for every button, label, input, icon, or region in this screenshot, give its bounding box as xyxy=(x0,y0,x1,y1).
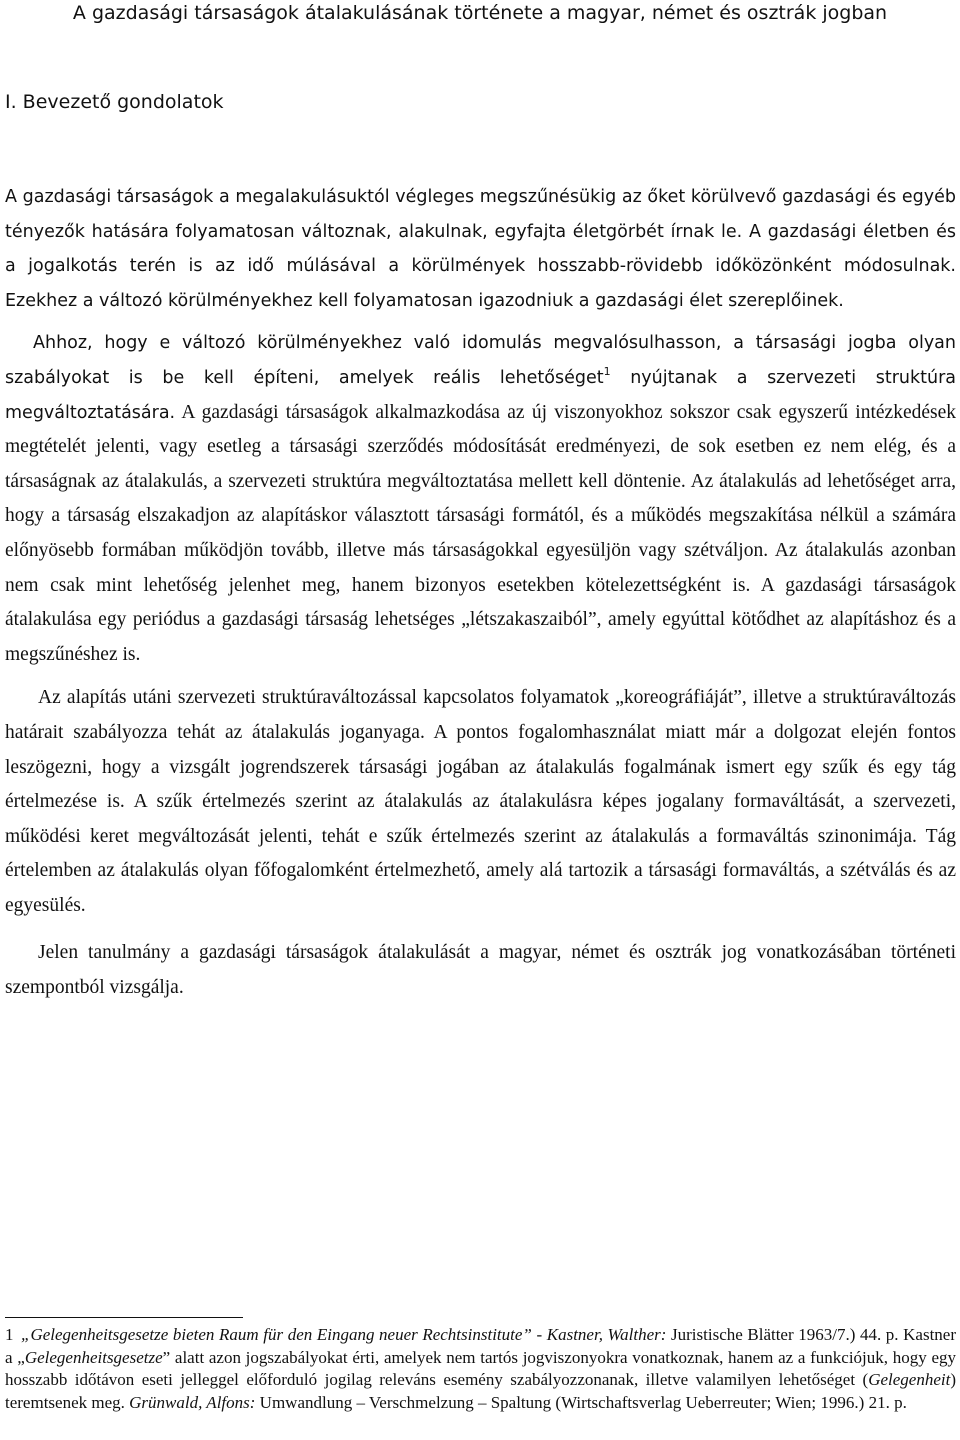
footnote-author: Grünwald, Alfons: xyxy=(129,1392,256,1412)
footnote-text: - xyxy=(531,1325,547,1344)
footnote xyxy=(5,1324,956,1414)
running-header: A gazdasági társaságok átalakulásának története a magyar, német és osztrák jogban xyxy=(72,2,888,24)
paragraph-scope: Jelen tanulmány a gazdasági társaságok átalakulását a magyar, német és osztrák jog vonatkozásában történeti szempontból vizsgálja. xyxy=(5,942,956,999)
footnote-quote: „Gelegenheitsgesetze bieten Raum für den Eingang neuer Rechtsinstitute” xyxy=(21,1325,532,1344)
paragraph-adaptation-text-cont: nyújtanak a szervezeti struktúra megváltoztatására. xyxy=(5,367,956,423)
footnote-term: Gelegenheitsgesetze xyxy=(24,1347,163,1367)
footnote-text: Juristische Blätter 1963/7.) 44. p. Kastner a „ xyxy=(5,1325,957,1367)
section-heading: I. Bevezető gondolatok xyxy=(5,91,224,113)
footnote-text: Umwandlung – Verschmelzung – Spaltung (Wirtschaftsverlag Ueberreuter; Wien; 1996.) 21. p. xyxy=(255,1392,907,1412)
body-text xyxy=(5,180,956,1006)
paragraph-transformation-text: A gazdasági társaságok alkalmazkodása az új viszonyokhoz sokszor csak egyszerű intézkedések megtételét jelenti, vagy esetleg a társasági szerződés módosítását eredményezi, de sok esetben ez nem elég, és a társaságnak az átalakulás, a szervezeti struktúra megváltoztatása mellett kell döntenie. Az átalakulás ad lehetőséget arra, hogy a társaság elszakadjon az alapításkor választott társasági formától, és a működés megszakítása nélkül a számára előnyösebb formában működjön tovább, illetve más társaságokkal egyesüljön vagy szétváljon. Az átalakulás azonban nem csak mint lehetőség jelenhet meg, hanem bizonyos esetekben kötelezettségként is. A gazdasági társaságok átalakulása egy periódus a gazdasági társaság lehetséges „létszakaszaiból”, amely egyúttal kötődhet az alapításhoz és a megszűnéshez is. xyxy=(5,401,956,665)
footnote-marker: 1 xyxy=(5,1325,14,1344)
footnote-term: Gelegenheit xyxy=(868,1370,951,1389)
footnote-reference[interactable]: 1 xyxy=(603,364,611,378)
paragraph-definition: Az alapítás utáni szervezeti struktúraváltozással kapcsolatos folyamatok „koreográfiáját”, illetve a struktúraváltozás határait szabályozza tehát az átalakulás joganyaga. A pontos fogalomhasználat miatt már a dolgozat elején fontos leszögezni, hogy a vizsgált jogrendszerek társasági jogában az átalakulás fogalmának ismert egy szűk és egy tág értelmezése is. A szűk értelmezés szerint az átalakulás az átalakulásra képes jogalany formaváltását, a szervezeti, működési keret megváltozását jelenti, tehát e szűk értelmezés szerint az átalakulás a formaváltás szinonimája. Tág értelemben az átalakulás olyan főfogalomként értelmezhető, amely alá tartozik a társasági formaváltás, a szétválás és az egyesülés. xyxy=(5,687,956,916)
footnote-author: Kastner, Walther: xyxy=(546,1325,667,1344)
paragraph-intro: A gazdasági társaságok a megalakulásuktól végleges megszűnésükig az őket körülvevő gazdasági és egyéb tényezők hatására folyamatosan változnak, alakulnak, egyfajta életgörbét írnak le. A gazdasági életben és a jogalkotás terén is az idő múlásával a körülmények hosszabb-rövidebb időközönként módosulnak. Ezekhez a változó körülményekhez kell folyamatosan igazodniuk a gazdasági élet szereplőinek. xyxy=(5,187,956,311)
footnote-separator xyxy=(5,1317,243,1318)
paragraph-adaptation-text: Ahhoz, hogy e változó körülményekhez való idomulás megvalósulhasson, a társasági jogba olyan szabályokat is be kell építeni, amelyek reális lehetőséget xyxy=(5,333,956,388)
paragraph-adaptation xyxy=(5,326,956,672)
footnote-text: ” alatt azon jogszabályokat érti, amelyek nem tartós jogviszonyokra vonatkoznak, hanem az a funkciójuk, hogy egy hosszabb időtávon eseti jelleggel előforduló jogilag releváns esemény szabályozzonanak, illetve valamilyen lehetőséget ( xyxy=(5,1347,956,1389)
footnote-text: ) teremtsenek meg. xyxy=(5,1370,956,1412)
